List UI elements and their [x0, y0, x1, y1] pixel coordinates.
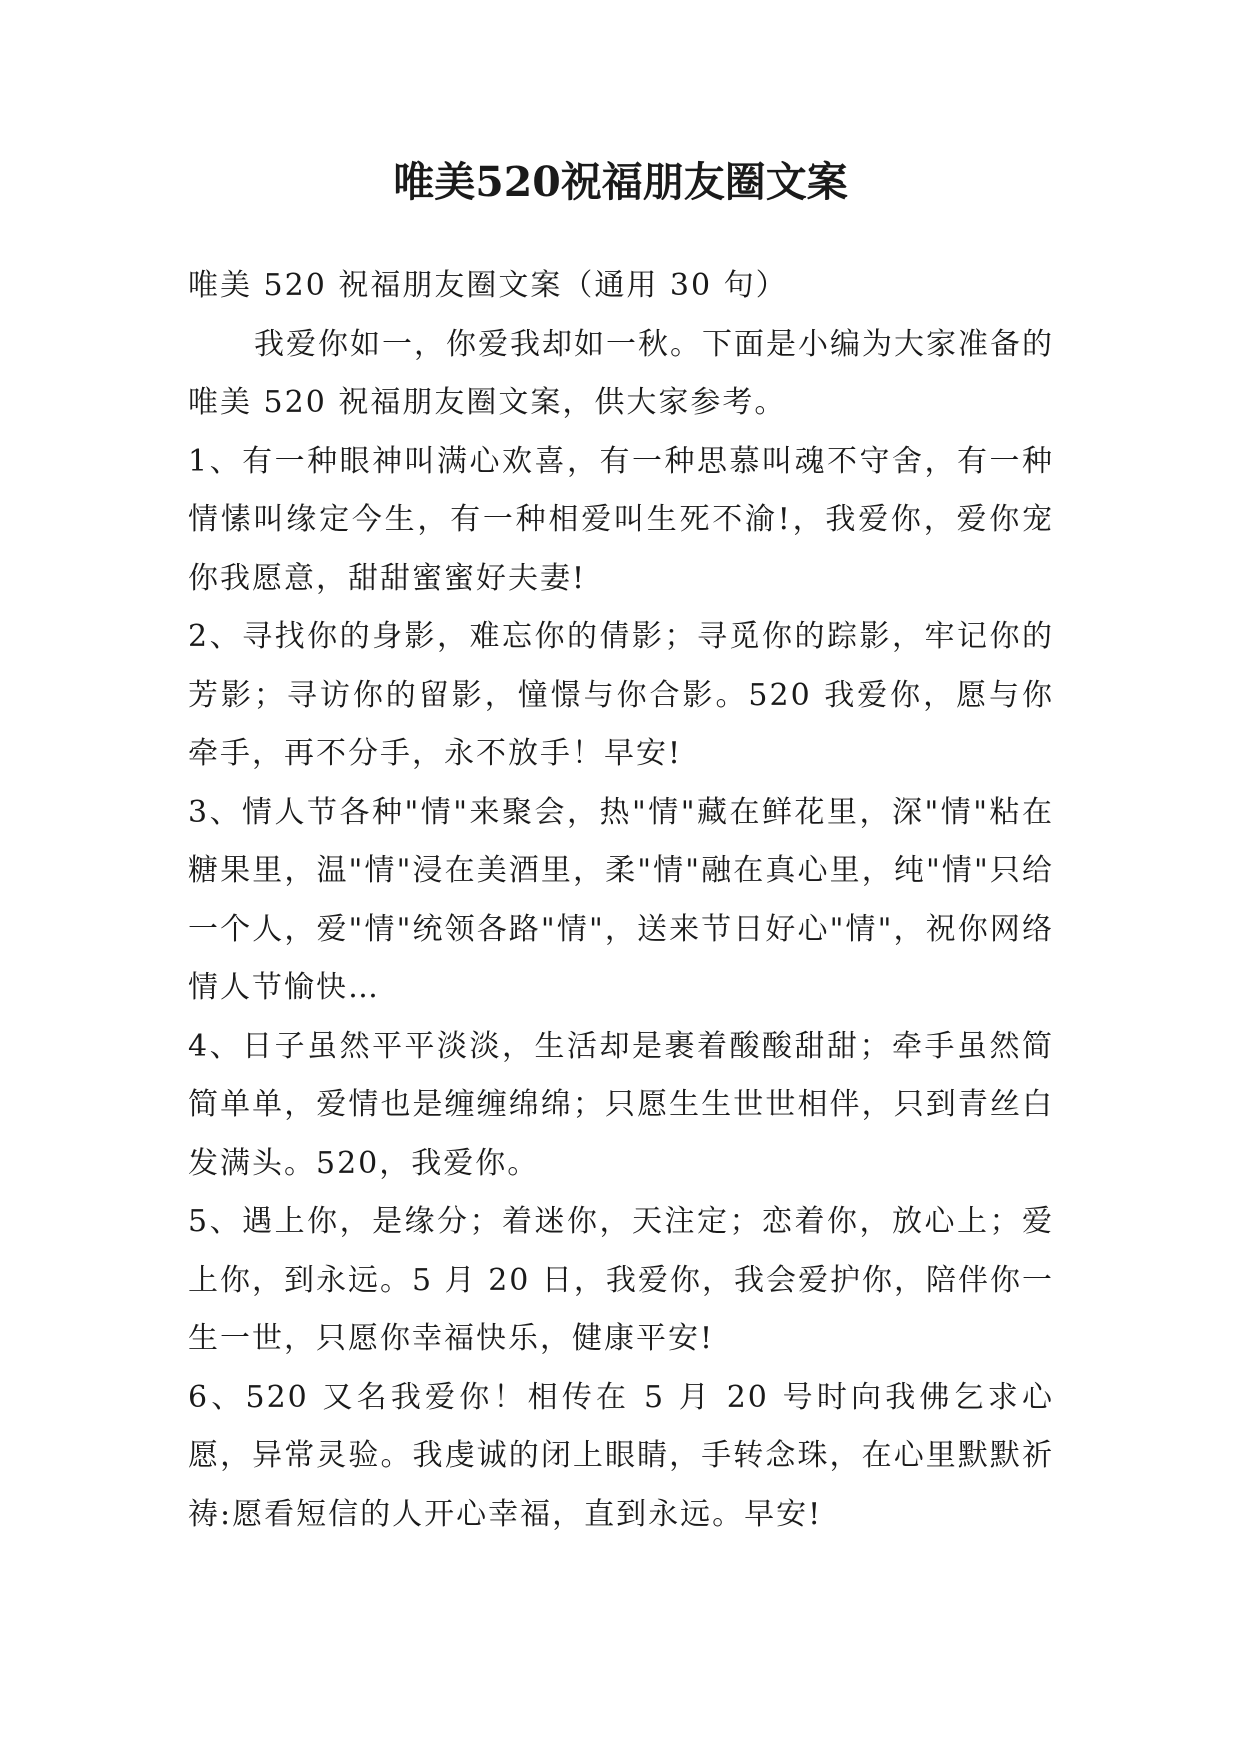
document-subtitle: 唯美 520 祝福朋友圈文案（通用 30 句） [188, 268, 788, 303]
document-body [188, 257, 1054, 1544]
list-item: 1、有一种眼神叫满心欢喜，有一种思慕叫魂不守舍，有一种情愫叫缘定今生，有一种相爱叫生死不渝!，我爱你，爱你宠你我愿意，甜甜蜜蜜好夫妻! [188, 443, 1054, 596]
intro-paragraph: 我爱你如一，你爱我却如一秋。下面是小编为大家准备的唯美 520 祝福朋友圈文案，供大家参考。 [188, 326, 1054, 420]
list-item: 4、日子虽然平平淡淡，生活却是裹着酸酸甜甜；牵手虽然简简单单，爱情也是缠缠绵绵；只愿生生世世相伴，只到青丝白发满头。520，我爱你。 [188, 1028, 1054, 1181]
list-item: 6、520 又名我爱你！相传在 5 月 20 号时向我佛乞求心愿，异常灵验。我虔诚的闭上眼睛，手转念珠，在心里默默祈祷:愿看短信的人开心幸福，直到永远。早安! [188, 1379, 1054, 1532]
list-item: 2、寻找你的身影，难忘你的倩影；寻觅你的踪影，牢记你的芳影；寻访你的留影，憧憬与你合影。520 我爱你，愿与你牵手，再不分手，永不放手！早安! [188, 619, 1054, 771]
list-item: 3、情人节各种"情"来聚会，热"情"藏在鲜花里，深"情"粘在糖果里，温"情"浸在美酒里，柔"情"融在真心里，纯"情"只给一个人，爱"情"统领各路"情"，送来节日好心"情"，祝你网络情人节愉快… [188, 794, 1054, 1005]
list-item: 5、遇上你，是缘分；着迷你，天注定；恋着你，放心上；爱上你，到永远。5 月 20 日，我爱你，我会爱护你，陪伴你一生一世，只愿你幸福快乐，健康平安! [188, 1204, 1054, 1356]
document-title: 唯美520祝福朋友圈文案 [393, 158, 848, 206]
